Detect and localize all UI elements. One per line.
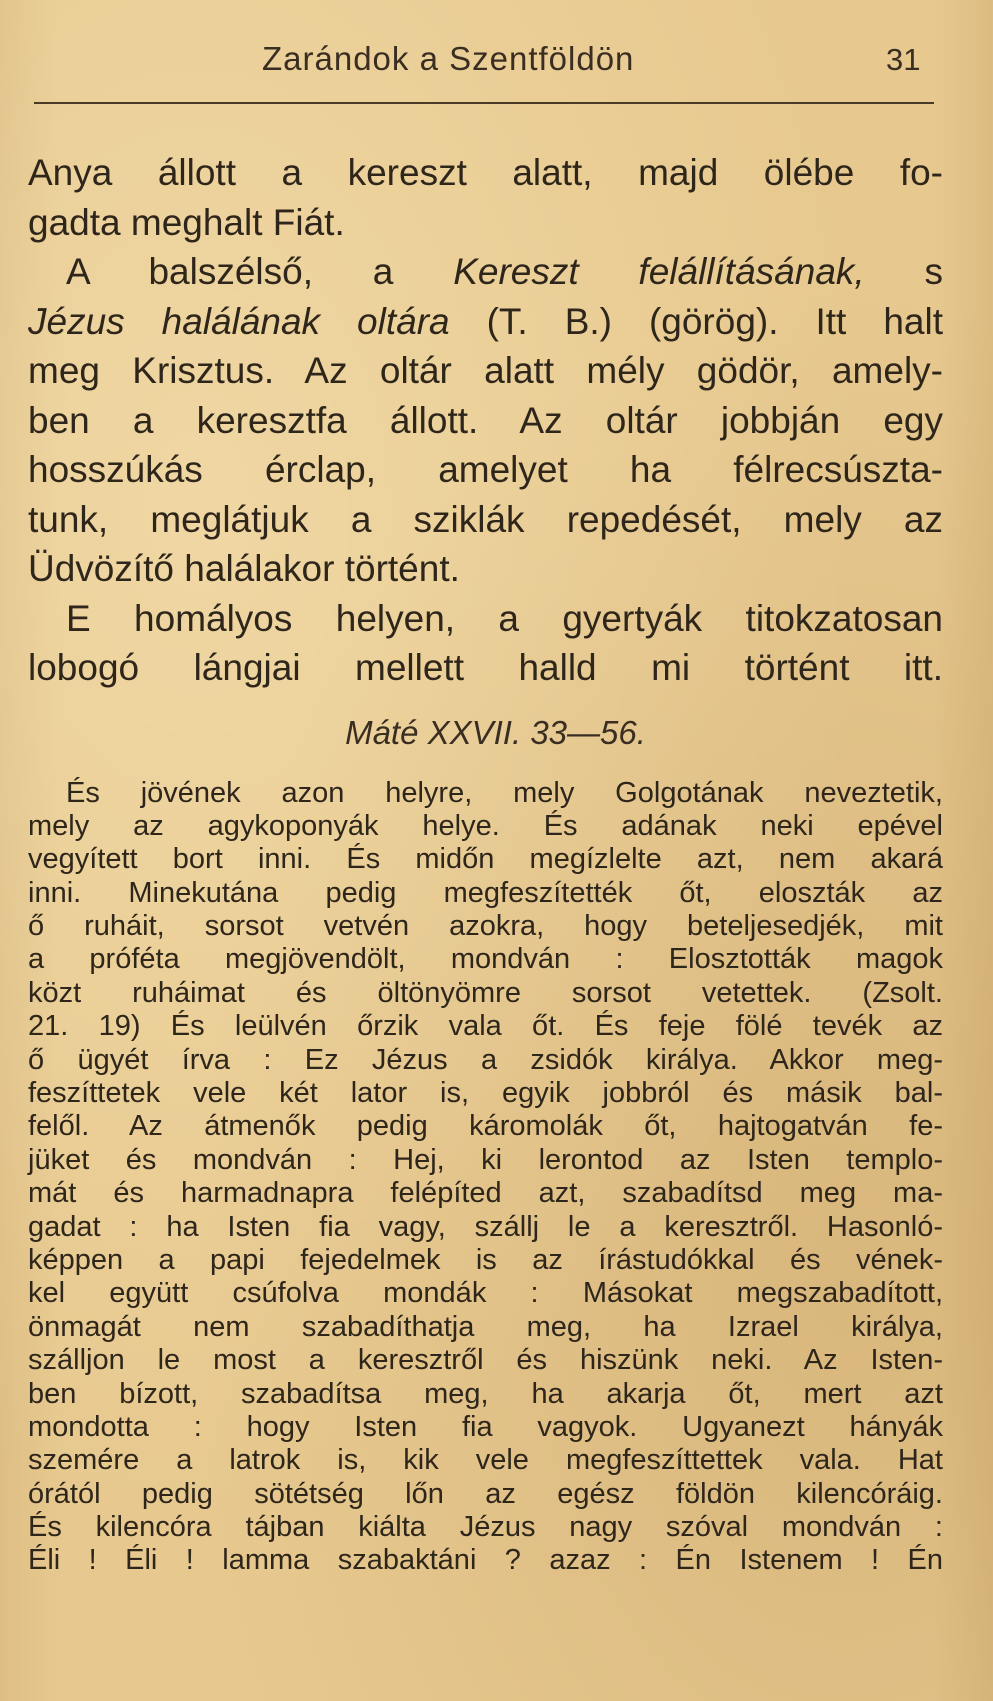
text-line: inni. Minekutána pedig megfeszítették őt, eloszták az (28, 876, 943, 909)
gospel-passage (28, 777, 943, 1578)
text-line: És kilencóra tájban kiálta Jézus nagy szóval mondván : (28, 1511, 943, 1544)
text-line: szemére a latrok is, kik vele megfeszíttettek vala. Hat (28, 1444, 943, 1477)
text-line: jüket és mondván : Hej, ki lerontod az Isten templo- (28, 1143, 943, 1176)
text-line (28, 247, 943, 297)
text-line: Üdvözítő halálakor történt. (28, 548, 460, 589)
text-line: a próféta megjövendölt, mondván : Elosztották magok (28, 943, 943, 976)
page-number: 31 (886, 42, 921, 77)
text-line: felől. Az átmenők pedig káromolák őt, hajtogatván fe- (28, 1110, 943, 1143)
text-line: feszíttetek vele két lator is, egyik jobbról és másik bal- (28, 1077, 943, 1110)
text-line: meg Krisztus. Az oltár alatt mély gödör, amely- (28, 350, 943, 391)
text-line: 21. 19) És leülvén őrzik vala őt. És feje fölé tevék az (28, 1010, 943, 1043)
text-line: ő ruháit, sorsot vetvén azokra, hogy beteljesedjék, mit (28, 910, 943, 943)
text-line: képpen a papi fejedelmek is az írástudókkal és vének- (28, 1243, 943, 1276)
text-line: hosszúkás érclap, amelyet ha félrecsúszta- (28, 449, 943, 490)
text-line: vegyített bort inni. És midőn megízlelte azt, nem akará (28, 843, 943, 876)
text-line: E homályos helyen, a gyertyák titokzatosan (66, 597, 943, 639)
running-head (0, 40, 993, 90)
scripture-citation: Máté XXVII. 33—56. (345, 713, 646, 751)
text-line: kel együtt csúfolva mondák : Másokat megszabadított, (28, 1277, 943, 1310)
header-rule (34, 102, 934, 104)
text-line: ben bízott, szabadítsa meg, ha akarja őt, mert azt (28, 1377, 943, 1410)
text-line: ő ügyét írva : Ez Jézus a zsidók királya. Akkor meg- (28, 1043, 943, 1076)
text-line: tunk, meglátjuk a sziklák repedését, mely az (28, 498, 943, 540)
text-fragment: s (864, 251, 943, 292)
running-title: Zarándok a Szentföldön (262, 40, 635, 77)
text-line: gadat : ha Isten fia vagy, szállj le a keresztről. Hasonló- (28, 1210, 943, 1243)
text-line: önmagát nem szabadíthatja meg, ha Izrael királya, (28, 1310, 943, 1343)
text-line: órától pedig sötétség lőn az egész földön kilencóráig. (28, 1477, 943, 1510)
intro-paragraph (28, 148, 943, 247)
text-line: És jövének azon helyre, mely Golgotának neveztetik, (66, 776, 943, 809)
text-line: Éli ! Éli ! lamma szabaktáni ? azaz : Én Istenem ! Én (28, 1544, 943, 1577)
italic-fragment: Kereszt felállításának, (453, 251, 865, 292)
italic-fragment: Jézus halálának oltára (28, 300, 450, 342)
text-line: lobogó lángjai mellett halld mi történt itt. (28, 647, 943, 688)
altar-paragraph (28, 247, 943, 594)
text-line: mely az agykoponyák helye. És adának neki epével (28, 809, 943, 842)
text-line: ben a keresztfa állott. Az oltár jobbján egy (28, 399, 943, 441)
text-line: gadta meghalt Fiát. (28, 201, 345, 243)
text-fragment: (T. B.) (görög). Itt halt (449, 300, 943, 342)
text-line: mondotta : hogy Isten fia vagyok. Ugyanezt hányák (28, 1410, 943, 1443)
text-fragment: A balszélső, a (66, 251, 454, 292)
dark-place-paragraph (28, 594, 943, 693)
text-line: Anya állott a kereszt alatt, majd ölébe fo- (28, 152, 943, 193)
text-line: mát és harmadnapra felépíted azt, szabadítsd meg ma- (28, 1177, 943, 1210)
text-line: közt ruháimat és öltönyömre sorsot vetettek. (Zsolt. (28, 976, 943, 1009)
text-line (28, 297, 943, 347)
text-line: szálljon le most a keresztről és hiszünk neki. Az Isten- (28, 1344, 943, 1377)
page-body (28, 148, 943, 1578)
